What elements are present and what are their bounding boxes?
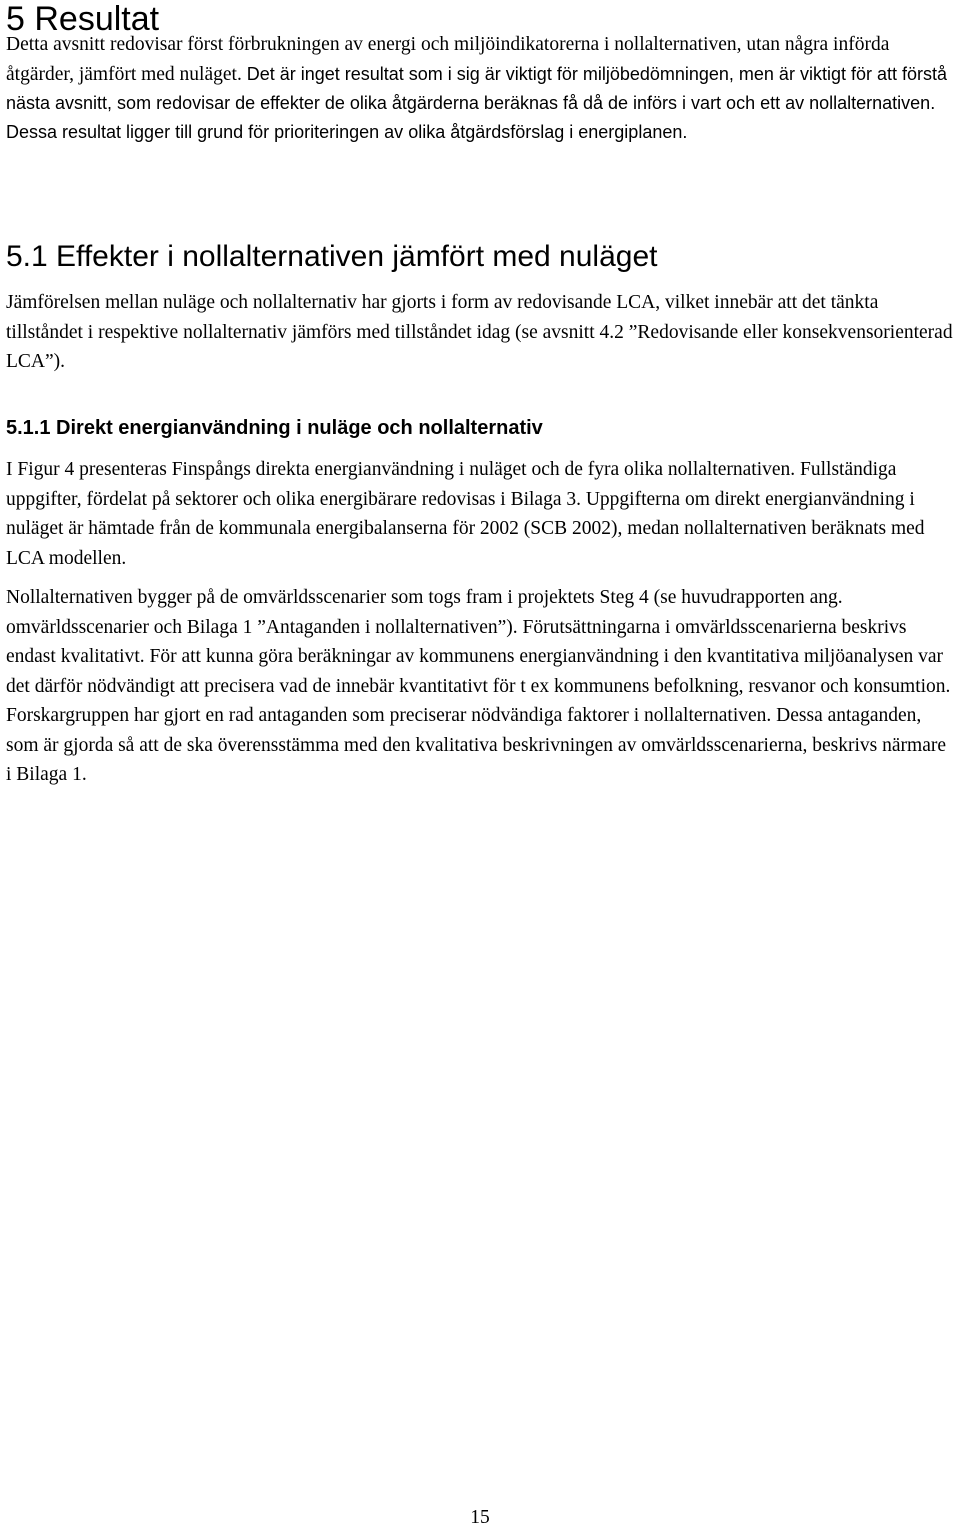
intro-paragraph (6, 30, 956, 147)
subsubsection-paragraph-2: Nollalternativen bygger på de omvärldsscenarier som togs fram i projektets Steg 4 (se huvudrapporten ang. omvärldsscenarier och Bilaga 1 ”Antaganden i nollalternativen”). Förutsättningarna i omvärldsscenarierna beskrivs endast kvalitativt. För att kunna göra beräkningar av kommunens energianvändning i den kvantitativa miljöanalysen var det därför nödvändigt att precisera vad de innebär kvantitativt för t ex kommunens befolkning, resvanor och konsumtion. Forskargruppen har gjort en rad antaganden som preciserar nödvändiga faktorer i nollalternativen. Dessa antaganden, som är gjorda så att de ska överensstämma med den kvalitativa beskrivningen av omvärldsscenarierna, beskrivs närmare i Bilaga 1. (6, 587, 951, 785)
intro-text-sans: Det är inget resultat som i sig är viktigt för miljöbedömningen, men är viktigt för att förstå nästa avsnitt, som redovisar de effekter de olika åtgärderna beräknas få då de införs i vart och ett av nollalternativen. Dessa resultat ligger till grund för prioriteringen av olika åtgärdsförslag i energiplanen. (6, 63, 947, 143)
subsection-paragraph: Jämförelsen mellan nuläge och nollalternativ har gjorts i form av redovisande LCA, vilket innebär att det tänkta tillståndet i respektive nollalternativ jämförs med tillståndet idag (se avsnitt 4.2 ”Redovisande eller konsekvensorienterad LCA”). (6, 292, 953, 372)
page-number: 15 (470, 1507, 490, 1528)
subsection-heading: 5.1 Effekter i nollalternativen jämfört med nuläget (6, 240, 658, 273)
intro-text-serif: Detta avsnitt redovisar först förbrukningen av energi och miljöindikatorerna i nollalternativen, utan några införda åtgärder, jämfört med nuläget. (6, 34, 890, 85)
document-page (6, 0, 956, 785)
section-heading: 5 Resultat (6, 0, 160, 38)
subsubsection-heading: 5.1.1 Direkt energianvändning i nuläge och nollalternativ (6, 417, 543, 439)
subsubsection-paragraph-1: I Figur 4 presenteras Finspångs direkta energianvändning i nuläget och de fyra olika nollalternativen. Fullständiga uppgifter, fördelat på sektorer och olika energibärare redovisas i Bilaga 3. Uppgifterna om direkt energianvändning i nuläget är hämtade från de kommunala energibalanserna för 2002 (SCB 2002), medan nollalternativen beräknats med LCA modellen. (6, 459, 925, 569)
